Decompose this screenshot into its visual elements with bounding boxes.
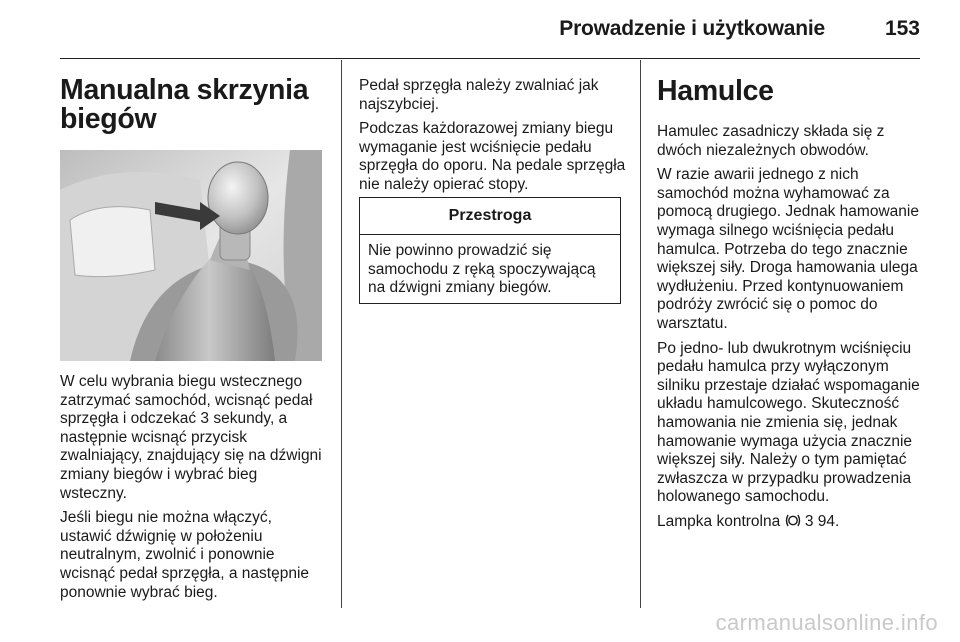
lamp-reference xyxy=(657,513,927,534)
section-heading-brakes: Hamulce xyxy=(657,75,774,107)
gearbox-paragraph-1: W celu wybrania biegu wstecznego zatrzymać samochód, wcisnąć pedał sprzęgła i odczekać 3 sekundy, a następnie wcisnąć przycisk zwalniający, znajdujący się na dźwigni zmiany biegów i wybrać bieg wsteczny. xyxy=(60,373,322,502)
gearbox-paragraph-2: Jeśli biegu nie można włączyć, ustawić dźwignię w położeniu neutralnym, zwolnić i ponownie wcisnąć pedał sprzęgła, a następnie ponownie wybrać bieg. xyxy=(60,509,310,601)
brake-warning-icon xyxy=(785,513,801,534)
clutch-text xyxy=(359,77,627,201)
clutch-paragraph-1: Pedał sprzęgła należy zwalniać jak najszybciej. xyxy=(359,77,599,113)
column-divider-1 xyxy=(341,60,342,608)
brakes-text xyxy=(657,123,927,539)
brakes-paragraph-3: Po jedno- lub dwukrotnym wciśnięciu pedału hamulca przy wyłączonym silniku przestaje działać wspomaganie układu hamulcowego. Skuteczność hamowania nie zmienia się, jednak hamowanie wymaga użycia znacznie większej siły. Należy o tym pamiętać zwłaszcza w przypadku prowadzenia holowanego samochodu. xyxy=(657,339,920,506)
brakes-paragraph-2: W razie awarii jednego z nich samochód można wyhamować za pomocą drugiego. Jednak hamowanie wymaga silnego wciśnięcia pedału hamulca. Potrzeba do tego znacznie większej siły. Droga hamowania ulega wydłużeniu. Przed kontynuowaniem podróży zwrócić się o pomoc do warsztatu. xyxy=(657,166,919,332)
watermark: carmanualsonline.info xyxy=(715,610,938,635)
page-reference-number: 94. xyxy=(817,512,840,530)
header-divider xyxy=(60,58,920,59)
clutch-paragraph-2: Podczas każdorazowej zmiany biegu wymaganie jest wciśnięcie pedału sprzęgła do oporu. Na pedale sprzęgła nie należy opierać stopy. xyxy=(359,120,626,193)
column-divider-2 xyxy=(640,60,641,608)
gearbox-text xyxy=(60,373,326,608)
caution-box xyxy=(359,197,621,304)
caution-text: Nie powinno prowadzić się samochodu z ręką spoczywającą na dźwigni zmiany biegów. xyxy=(368,242,596,297)
running-title: Prowadzenie i użytkowanie xyxy=(559,17,825,40)
gear-knob-illustration xyxy=(60,150,322,361)
section-heading-gearbox: Manualna skrzynia biegów xyxy=(60,74,309,135)
caution-title: Przestroga xyxy=(360,198,620,235)
page-number: 153 xyxy=(884,17,920,40)
lamp-reference-label: Lampka kontrolna xyxy=(657,512,781,530)
page-reference-arrow: 3 xyxy=(804,512,814,530)
brakes-paragraph-1: Hamulec zasadniczy składa się z dwóch niezależnych obwodów. xyxy=(657,123,885,159)
